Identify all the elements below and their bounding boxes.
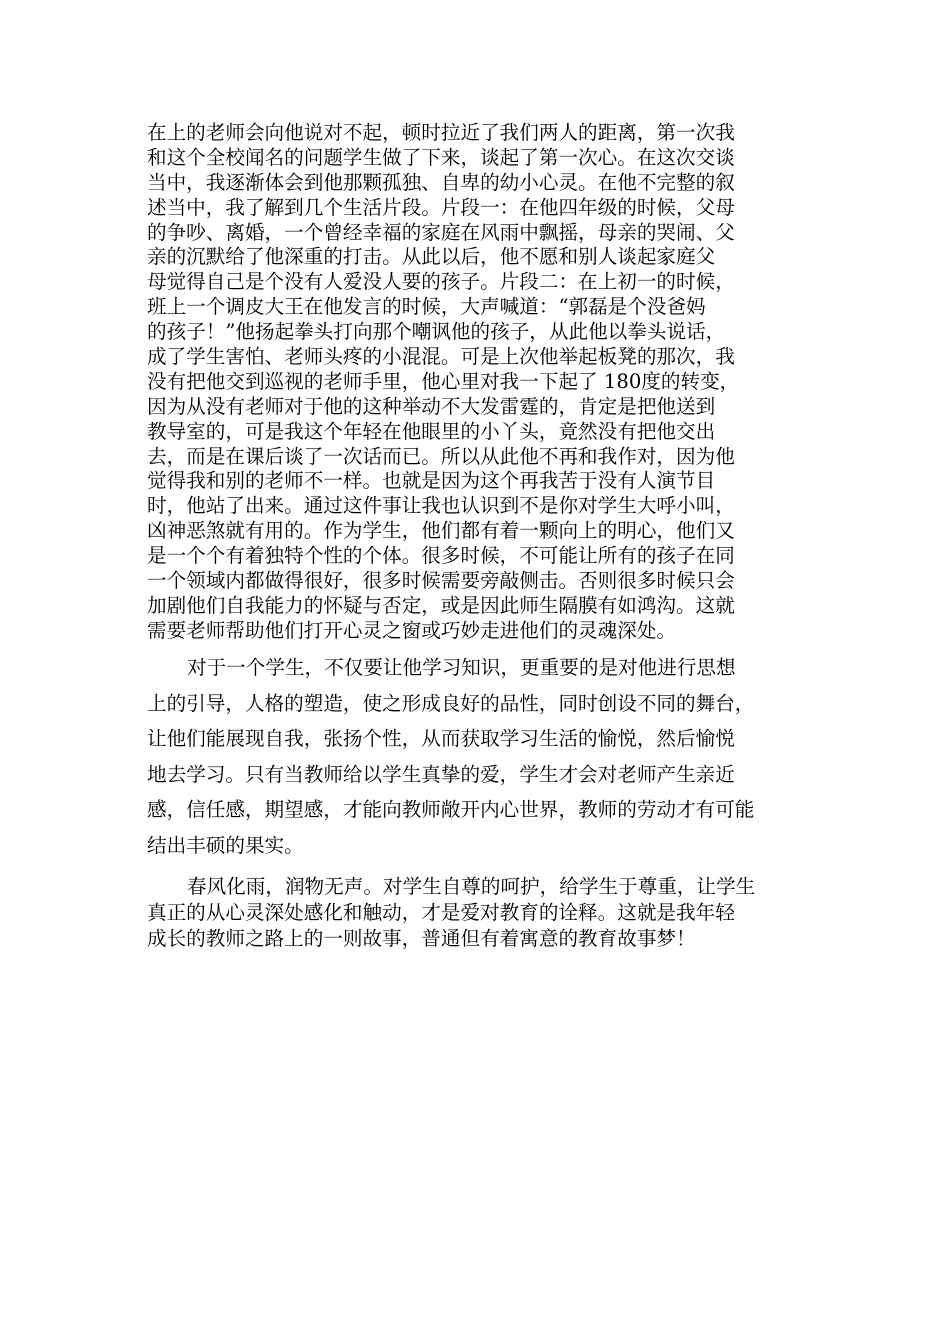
text-line: 班上一个调皮大王在他发言的时候，大声喊道：“郭磊是个没爸妈: [147, 295, 706, 319]
text-line: 结出丰硕的果实。: [147, 833, 304, 857]
text-line: 让他们能展现自我，张扬个性，从而获取学习生活的愉悦，然后愉悦: [147, 727, 735, 750]
text-line: 春风化雨，润物无声。对学生自尊的呵护，给学生于尊重，让学生: [187, 875, 756, 898]
text-line: 成了学生害怕、老师头疼的小混混。可是上次他举起板凳的那次，我: [147, 345, 735, 369]
text-line: 加剧他们自我能力的怀疑与否定，或是因此师生隔膜有如鸿沟。这就: [147, 593, 735, 617]
text-line: 亲的沉默给了他深重的打击。从此以后，他不愿和别人谈起家庭父: [147, 245, 716, 269]
paragraph-1: [147, 121, 807, 644]
text-line: 真正的从心灵深处感化和触动，才是爱对教育的诠释。这就是我年轻: [147, 901, 735, 924]
paragraph-3: [147, 874, 807, 952]
text-line: 是一个个有着独特个性的个体。很多时候，不可能让所有的孩子在同: [147, 544, 735, 568]
text-line: 时，他站了出来。通过这件事让我也认识到不是你对学生大呼小叫，: [147, 494, 735, 518]
text-line: 的孩子！”他扬起拳头打向那个嘲讽他的孩子，从此他以拳头说话，: [147, 320, 726, 344]
text-line: 述当中，我了解到几个生活片段。片段一：在他四年级的时候，父母: [147, 195, 735, 219]
text-line: 和这个全校闻名的问题学生做了下来，谈起了第一次心。在这次交谈: [147, 145, 735, 169]
text-line: 母觉得自己是个没有人爱没人要的孩子。片段二：在上初一的时候，: [147, 270, 735, 294]
text-line: 地去学习。只有当教师给以学生真挚的爱，学生才会对老师产生亲近: [147, 762, 735, 786]
text-line: 当中，我逐渐体会到他那颗孤独、自卑的幼小心灵。在他不完整的叙: [147, 170, 735, 194]
paragraph-2: [147, 650, 807, 863]
text-line: 上的引导，人格的塑造，使之形成良好的品性，同时创设不同的舞台，: [147, 691, 755, 715]
text-line: 没有把他交到巡视的老师手里，他心里对我一下起了 180度的转变，: [147, 369, 740, 393]
text-line: 凶神恶煞就有用的。作为学生，他们都有着一颗向上的明心，他们又: [147, 519, 735, 543]
text-line: 的争吵、离婚，一个曾经幸福的家庭在风雨中飘摇，母亲的哭闹、父: [147, 220, 735, 244]
text-line: 教导室的，可是我这个年轻在他眼里的小丫头，竟然没有把他交出: [147, 419, 716, 443]
text-line: 觉得我和别的老师不一样。也就是因为这个再我苦于没有人演节目: [147, 469, 716, 493]
text-line: 对于一个学生，不仅要让他学习知识，更重要的是对他进行思想: [187, 656, 736, 679]
text-line: 因为从没有老师对于他的这种举动不大发雷霆的，肯定是把他送到: [147, 394, 716, 418]
text-line: 去，而是在课后谈了一次话而已。所以从此他不再和我作对，因为他: [147, 444, 735, 468]
text-line: 成长的教师之路上的一则故事，普通但有着寓意的教育故事梦！: [147, 927, 696, 950]
text-line: 需要老师帮助他们打开心灵之窗或巧妙走进他们的灵魂深处。: [147, 618, 677, 642]
text-line: 一个领域内都做得很好，很多时候需要旁敲侧击。否则很多时候只会: [147, 569, 735, 593]
text-line: 在上的老师会向他说对不起，顿时拉近了我们两人的距离，第一次我: [147, 121, 735, 144]
text-line: 感，信任感，期望感，才能向教师敞开内心世界，教师的劳动才有可能: [147, 798, 755, 821]
